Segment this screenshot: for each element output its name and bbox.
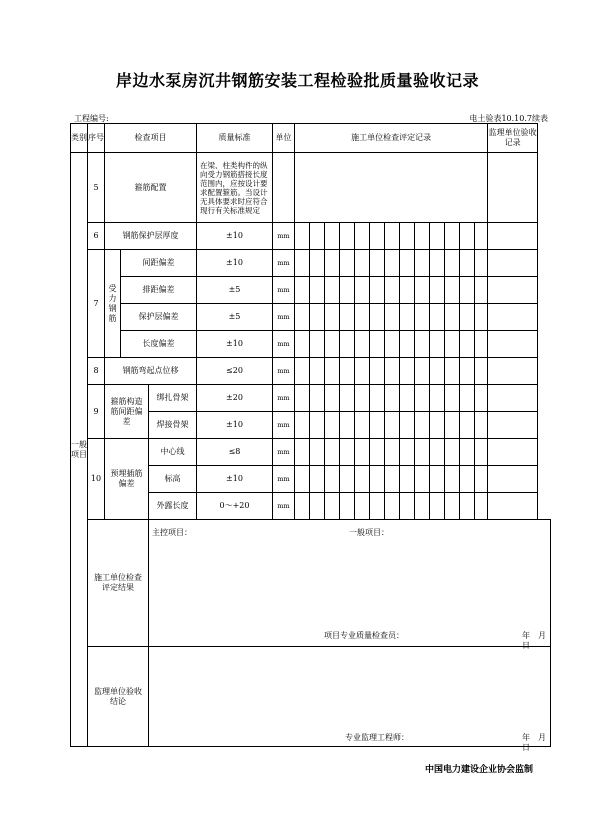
record-cell[interactable] xyxy=(460,304,475,331)
record-cell[interactable] xyxy=(415,493,430,520)
item-cell: 钢筋弯起点位移 xyxy=(105,358,197,385)
record-cell[interactable] xyxy=(460,439,475,466)
record-cell[interactable] xyxy=(415,466,430,493)
constructor-evaluation-row xyxy=(71,520,551,647)
record-cell[interactable] xyxy=(430,466,445,493)
record-cell[interactable] xyxy=(355,358,370,385)
standard-cell: ±10 xyxy=(197,331,273,358)
record-cell[interactable] xyxy=(475,331,488,358)
standard-cell: ±10 xyxy=(197,466,273,493)
seq-cell: 7 xyxy=(88,250,105,358)
footer-issuer: 中国电力建设企业协会监制 xyxy=(424,765,533,775)
record-cell[interactable] xyxy=(295,412,310,439)
supervisor-cell[interactable] xyxy=(488,304,538,331)
table-row xyxy=(71,304,551,331)
quality-inspector-label: 项目专业质量检查员： xyxy=(324,631,404,640)
record-cell[interactable] xyxy=(460,277,475,304)
record-cell[interactable] xyxy=(310,223,325,250)
main-control-label: 主控项目： xyxy=(152,528,192,537)
record-cell[interactable] xyxy=(445,385,460,412)
unit-cell: mm xyxy=(273,277,295,304)
record-cell[interactable] xyxy=(295,223,310,250)
record-cell[interactable] xyxy=(310,304,325,331)
record-cell[interactable] xyxy=(430,223,445,250)
record-cell[interactable] xyxy=(400,250,415,277)
record-cell[interactable] xyxy=(325,223,340,250)
record-cell[interactable] xyxy=(355,439,370,466)
record-cell[interactable] xyxy=(310,466,325,493)
record-cell[interactable] xyxy=(310,277,325,304)
record-cell[interactable] xyxy=(295,439,310,466)
group-label: 箍筋构造筋间距偏差 xyxy=(105,385,149,439)
record-cell[interactable] xyxy=(295,466,310,493)
record-cell[interactable] xyxy=(385,412,400,439)
table-row xyxy=(71,439,551,466)
record-cell[interactable] xyxy=(475,358,488,385)
record-cell[interactable] xyxy=(415,277,430,304)
record-cell[interactable] xyxy=(340,304,355,331)
record-cell[interactable] xyxy=(475,412,488,439)
supervisor-cell[interactable] xyxy=(488,358,538,385)
record-cell[interactable] xyxy=(460,223,475,250)
record-cell[interactable] xyxy=(325,385,340,412)
record-cell[interactable] xyxy=(430,277,445,304)
seq-cell: 5 xyxy=(88,153,105,223)
record-cell[interactable] xyxy=(295,250,310,277)
record-cell[interactable] xyxy=(385,493,400,520)
record-cell[interactable] xyxy=(295,277,310,304)
record-cell[interactable] xyxy=(445,493,460,520)
supervisor-cell[interactable] xyxy=(488,385,538,412)
standard-cell: ≤20 xyxy=(197,358,273,385)
item-cell: 长度偏差 xyxy=(121,331,197,358)
record-cell[interactable] xyxy=(445,223,460,250)
record-cell[interactable] xyxy=(400,412,415,439)
record-cell[interactable] xyxy=(475,385,488,412)
record-cell[interactable] xyxy=(340,439,355,466)
item-cell: 间距偏差 xyxy=(121,250,197,277)
record-cell[interactable] xyxy=(310,250,325,277)
record-cell[interactable] xyxy=(355,493,370,520)
item-cell: 焊接骨架 xyxy=(149,412,197,439)
record-cell[interactable] xyxy=(385,304,400,331)
record-cell[interactable] xyxy=(340,385,355,412)
record-cell[interactable] xyxy=(415,358,430,385)
record-cell[interactable] xyxy=(415,439,430,466)
record-cell[interactable] xyxy=(430,412,445,439)
record-cell[interactable] xyxy=(370,439,385,466)
seq-cell: 10 xyxy=(88,439,105,520)
header-unit: 单位 xyxy=(273,124,295,153)
seq-cell: 9 xyxy=(88,385,105,439)
record-cell[interactable] xyxy=(460,412,475,439)
record-cell[interactable] xyxy=(325,304,340,331)
item-cell: 外露长度 xyxy=(149,493,197,520)
record-cell[interactable] xyxy=(385,439,400,466)
constructor-evaluation-area[interactable] xyxy=(149,520,554,650)
record-cell[interactable] xyxy=(445,466,460,493)
record-cell[interactable] xyxy=(415,250,430,277)
page-title: 岸边水泵房沉井钢筋安装工程检验批质量验收记录 xyxy=(115,71,479,90)
record-cell[interactable] xyxy=(310,358,325,385)
record-cell[interactable] xyxy=(370,277,385,304)
table-row xyxy=(71,358,551,385)
project-number-label: 工程编号: xyxy=(74,114,109,123)
record-cell[interactable] xyxy=(385,358,400,385)
record-cell[interactable] xyxy=(385,331,400,358)
record-cell[interactable] xyxy=(400,331,415,358)
supervisor-cell[interactable] xyxy=(488,466,538,493)
record-cell[interactable] xyxy=(445,250,460,277)
form-code: 电土验表10.10.7续表 xyxy=(469,114,548,123)
record-cell[interactable] xyxy=(475,250,488,277)
table-row xyxy=(71,223,551,250)
seq-cell: 8 xyxy=(88,358,105,385)
record-cell[interactable] xyxy=(445,412,460,439)
record-cell[interactable] xyxy=(355,304,370,331)
record-cell[interactable] xyxy=(460,493,475,520)
supervisor-conclusion-label: 监理单位验收结论 xyxy=(88,647,149,747)
record-cell[interactable] xyxy=(295,331,310,358)
record-cell[interactable] xyxy=(370,412,385,439)
record-cell[interactable] xyxy=(475,304,488,331)
record-cell[interactable] xyxy=(325,412,340,439)
record-cell[interactable] xyxy=(340,277,355,304)
record-cell[interactable] xyxy=(400,466,415,493)
record-cell[interactable] xyxy=(310,331,325,358)
standard-cell: ±10 xyxy=(197,412,273,439)
record-cell[interactable] xyxy=(355,466,370,493)
record-cell[interactable] xyxy=(460,358,475,385)
record-cell[interactable] xyxy=(430,493,445,520)
constructor-evaluation-label: 施工单位检查评定结果 xyxy=(88,520,149,647)
category-general: 一般项目 xyxy=(71,153,88,747)
record-cell[interactable] xyxy=(340,358,355,385)
supervisor-cell[interactable] xyxy=(488,493,538,520)
record-cell[interactable] xyxy=(370,223,385,250)
item-cell: 箍筋配置 xyxy=(105,153,197,223)
record-cell[interactable] xyxy=(295,358,310,385)
record-cell[interactable] xyxy=(400,493,415,520)
table-header-row xyxy=(71,124,551,153)
table-row xyxy=(71,385,551,412)
unit-cell: mm xyxy=(273,466,295,493)
record-cell[interactable] xyxy=(325,466,340,493)
record-cell[interactable] xyxy=(340,412,355,439)
record-cell[interactable] xyxy=(385,385,400,412)
supervisor-date: 年 月 日 xyxy=(522,733,554,752)
record-cell[interactable] xyxy=(430,385,445,412)
record-cell[interactable] xyxy=(355,385,370,412)
record-cell[interactable] xyxy=(310,439,325,466)
header-category: 类别 xyxy=(71,124,88,153)
supervisor-cell[interactable] xyxy=(488,250,538,277)
header-item: 检查项目 xyxy=(105,124,197,153)
record-cell[interactable] xyxy=(355,223,370,250)
unit-cell: mm xyxy=(273,331,295,358)
unit-cell: mm xyxy=(273,439,295,466)
record-cell[interactable] xyxy=(370,466,385,493)
supervisor-cell[interactable] xyxy=(488,223,538,250)
record-cell[interactable] xyxy=(460,331,475,358)
record-cell[interactable] xyxy=(445,331,460,358)
record-cell[interactable] xyxy=(400,223,415,250)
record-cell[interactable] xyxy=(385,250,400,277)
record-cell[interactable] xyxy=(385,466,400,493)
record-cell[interactable] xyxy=(415,331,430,358)
record-cell[interactable] xyxy=(355,277,370,304)
item-cell: 中心线 xyxy=(149,439,197,466)
record-cell[interactable] xyxy=(415,412,430,439)
constructor-date: 年 月 日 xyxy=(522,631,554,650)
record-cell[interactable] xyxy=(475,439,488,466)
record-cell[interactable] xyxy=(385,223,400,250)
standard-cell: 0～+20 xyxy=(197,493,273,520)
record-cell[interactable] xyxy=(475,277,488,304)
record-cell[interactable] xyxy=(340,331,355,358)
record-cell[interactable] xyxy=(340,466,355,493)
record-cell[interactable] xyxy=(325,250,340,277)
record-cell[interactable] xyxy=(370,385,385,412)
supervisor-cell[interactable] xyxy=(488,439,538,466)
standard-cell: ±5 xyxy=(197,277,273,304)
record-cell[interactable] xyxy=(325,331,340,358)
header-standard: 质量标准 xyxy=(197,124,273,153)
item-cell: 绑扎骨架 xyxy=(149,385,197,412)
supervisor-cell[interactable] xyxy=(488,331,538,358)
record-cell[interactable] xyxy=(310,385,325,412)
record-cell[interactable] xyxy=(310,493,325,520)
table-row xyxy=(71,277,551,304)
group-label: 预埋插筋偏差 xyxy=(105,439,149,520)
unit-cell: mm xyxy=(273,385,295,412)
table-row xyxy=(71,153,551,223)
record-cell[interactable] xyxy=(430,439,445,466)
record-cell[interactable] xyxy=(325,493,340,520)
supervisor-cell[interactable] xyxy=(488,277,538,304)
record-cell[interactable] xyxy=(325,358,340,385)
record-cell[interactable] xyxy=(340,250,355,277)
record-cell[interactable] xyxy=(295,153,488,223)
table-row xyxy=(71,331,551,358)
record-cell[interactable] xyxy=(340,493,355,520)
general-items-label: 一般项目： xyxy=(349,528,389,537)
record-cell[interactable] xyxy=(445,304,460,331)
record-cell[interactable] xyxy=(400,277,415,304)
table-row xyxy=(71,250,551,277)
supervisor-conclusion-area[interactable] xyxy=(149,647,554,752)
record-cell[interactable] xyxy=(340,223,355,250)
group-label: 受力钢筋 xyxy=(105,250,121,358)
record-cell[interactable] xyxy=(355,412,370,439)
record-cell[interactable] xyxy=(325,277,340,304)
item-cell: 标高 xyxy=(149,466,197,493)
record-cell[interactable] xyxy=(445,358,460,385)
supervisor-cell[interactable] xyxy=(488,412,538,439)
supervising-engineer-label: 专业监理工程师： xyxy=(345,733,409,742)
record-cell[interactable] xyxy=(295,304,310,331)
record-cell[interactable] xyxy=(415,385,430,412)
record-cell[interactable] xyxy=(325,439,340,466)
record-cell[interactable] xyxy=(400,304,415,331)
record-cell[interactable] xyxy=(475,466,488,493)
unit-cell: mm xyxy=(273,304,295,331)
record-cell[interactable] xyxy=(355,250,370,277)
record-cell[interactable] xyxy=(295,493,310,520)
header-constructor-record: 施工单位检查评定记录 xyxy=(295,124,488,153)
record-cell[interactable] xyxy=(385,277,400,304)
unit-cell: mm xyxy=(273,358,295,385)
record-cell[interactable] xyxy=(430,358,445,385)
record-cell[interactable] xyxy=(460,385,475,412)
record-cell[interactable] xyxy=(370,304,385,331)
record-cell[interactable] xyxy=(430,331,445,358)
record-cell[interactable] xyxy=(445,277,460,304)
unit-cell: mm xyxy=(273,493,295,520)
record-cell[interactable] xyxy=(415,304,430,331)
standard-cell: ±20 xyxy=(197,385,273,412)
record-cell[interactable] xyxy=(460,466,475,493)
record-cell[interactable] xyxy=(370,358,385,385)
seq-cell: 6 xyxy=(88,223,105,250)
inspection-table xyxy=(70,123,554,752)
record-cell[interactable] xyxy=(400,358,415,385)
record-cell[interactable] xyxy=(475,223,488,250)
record-cell[interactable] xyxy=(400,385,415,412)
record-cell[interactable] xyxy=(370,493,385,520)
header-seq: 序号 xyxy=(88,124,105,153)
item-cell: 钢筋保护层厚度 xyxy=(105,223,197,250)
unit-cell: mm xyxy=(273,250,295,277)
record-cell[interactable] xyxy=(430,250,445,277)
standard-cell: ±10 xyxy=(197,223,273,250)
standard-cell: ±5 xyxy=(197,304,273,331)
record-cell[interactable] xyxy=(445,439,460,466)
record-cell[interactable] xyxy=(295,385,310,412)
record-cell[interactable] xyxy=(370,250,385,277)
standard-cell: ≤8 xyxy=(197,439,273,466)
record-cell[interactable] xyxy=(370,331,385,358)
record-cell[interactable] xyxy=(310,412,325,439)
record-cell[interactable] xyxy=(475,493,488,520)
unit-cell: mm xyxy=(273,412,295,439)
record-cell[interactable] xyxy=(355,331,370,358)
standard-cell: ±10 xyxy=(197,250,273,277)
item-cell: 保护层偏差 xyxy=(121,304,197,331)
standard-cell: 在梁、柱类构件的纵向受力钢筋搭接长度范围内，应按设计要求配置箍筋。当设计无具体要求时应符合现行有关标准规定 xyxy=(197,153,273,223)
record-cell[interactable] xyxy=(400,439,415,466)
item-cell: 排距偏差 xyxy=(121,277,197,304)
record-cell[interactable] xyxy=(430,304,445,331)
record-cell[interactable] xyxy=(460,250,475,277)
unit-cell: mm xyxy=(273,223,295,250)
supervisor-cell[interactable] xyxy=(488,153,538,223)
supervisor-conclusion-row xyxy=(71,647,551,747)
record-cell[interactable] xyxy=(415,223,430,250)
unit-cell xyxy=(273,153,295,223)
header-supervisor-record: 监理单位验收记录 xyxy=(488,124,538,153)
